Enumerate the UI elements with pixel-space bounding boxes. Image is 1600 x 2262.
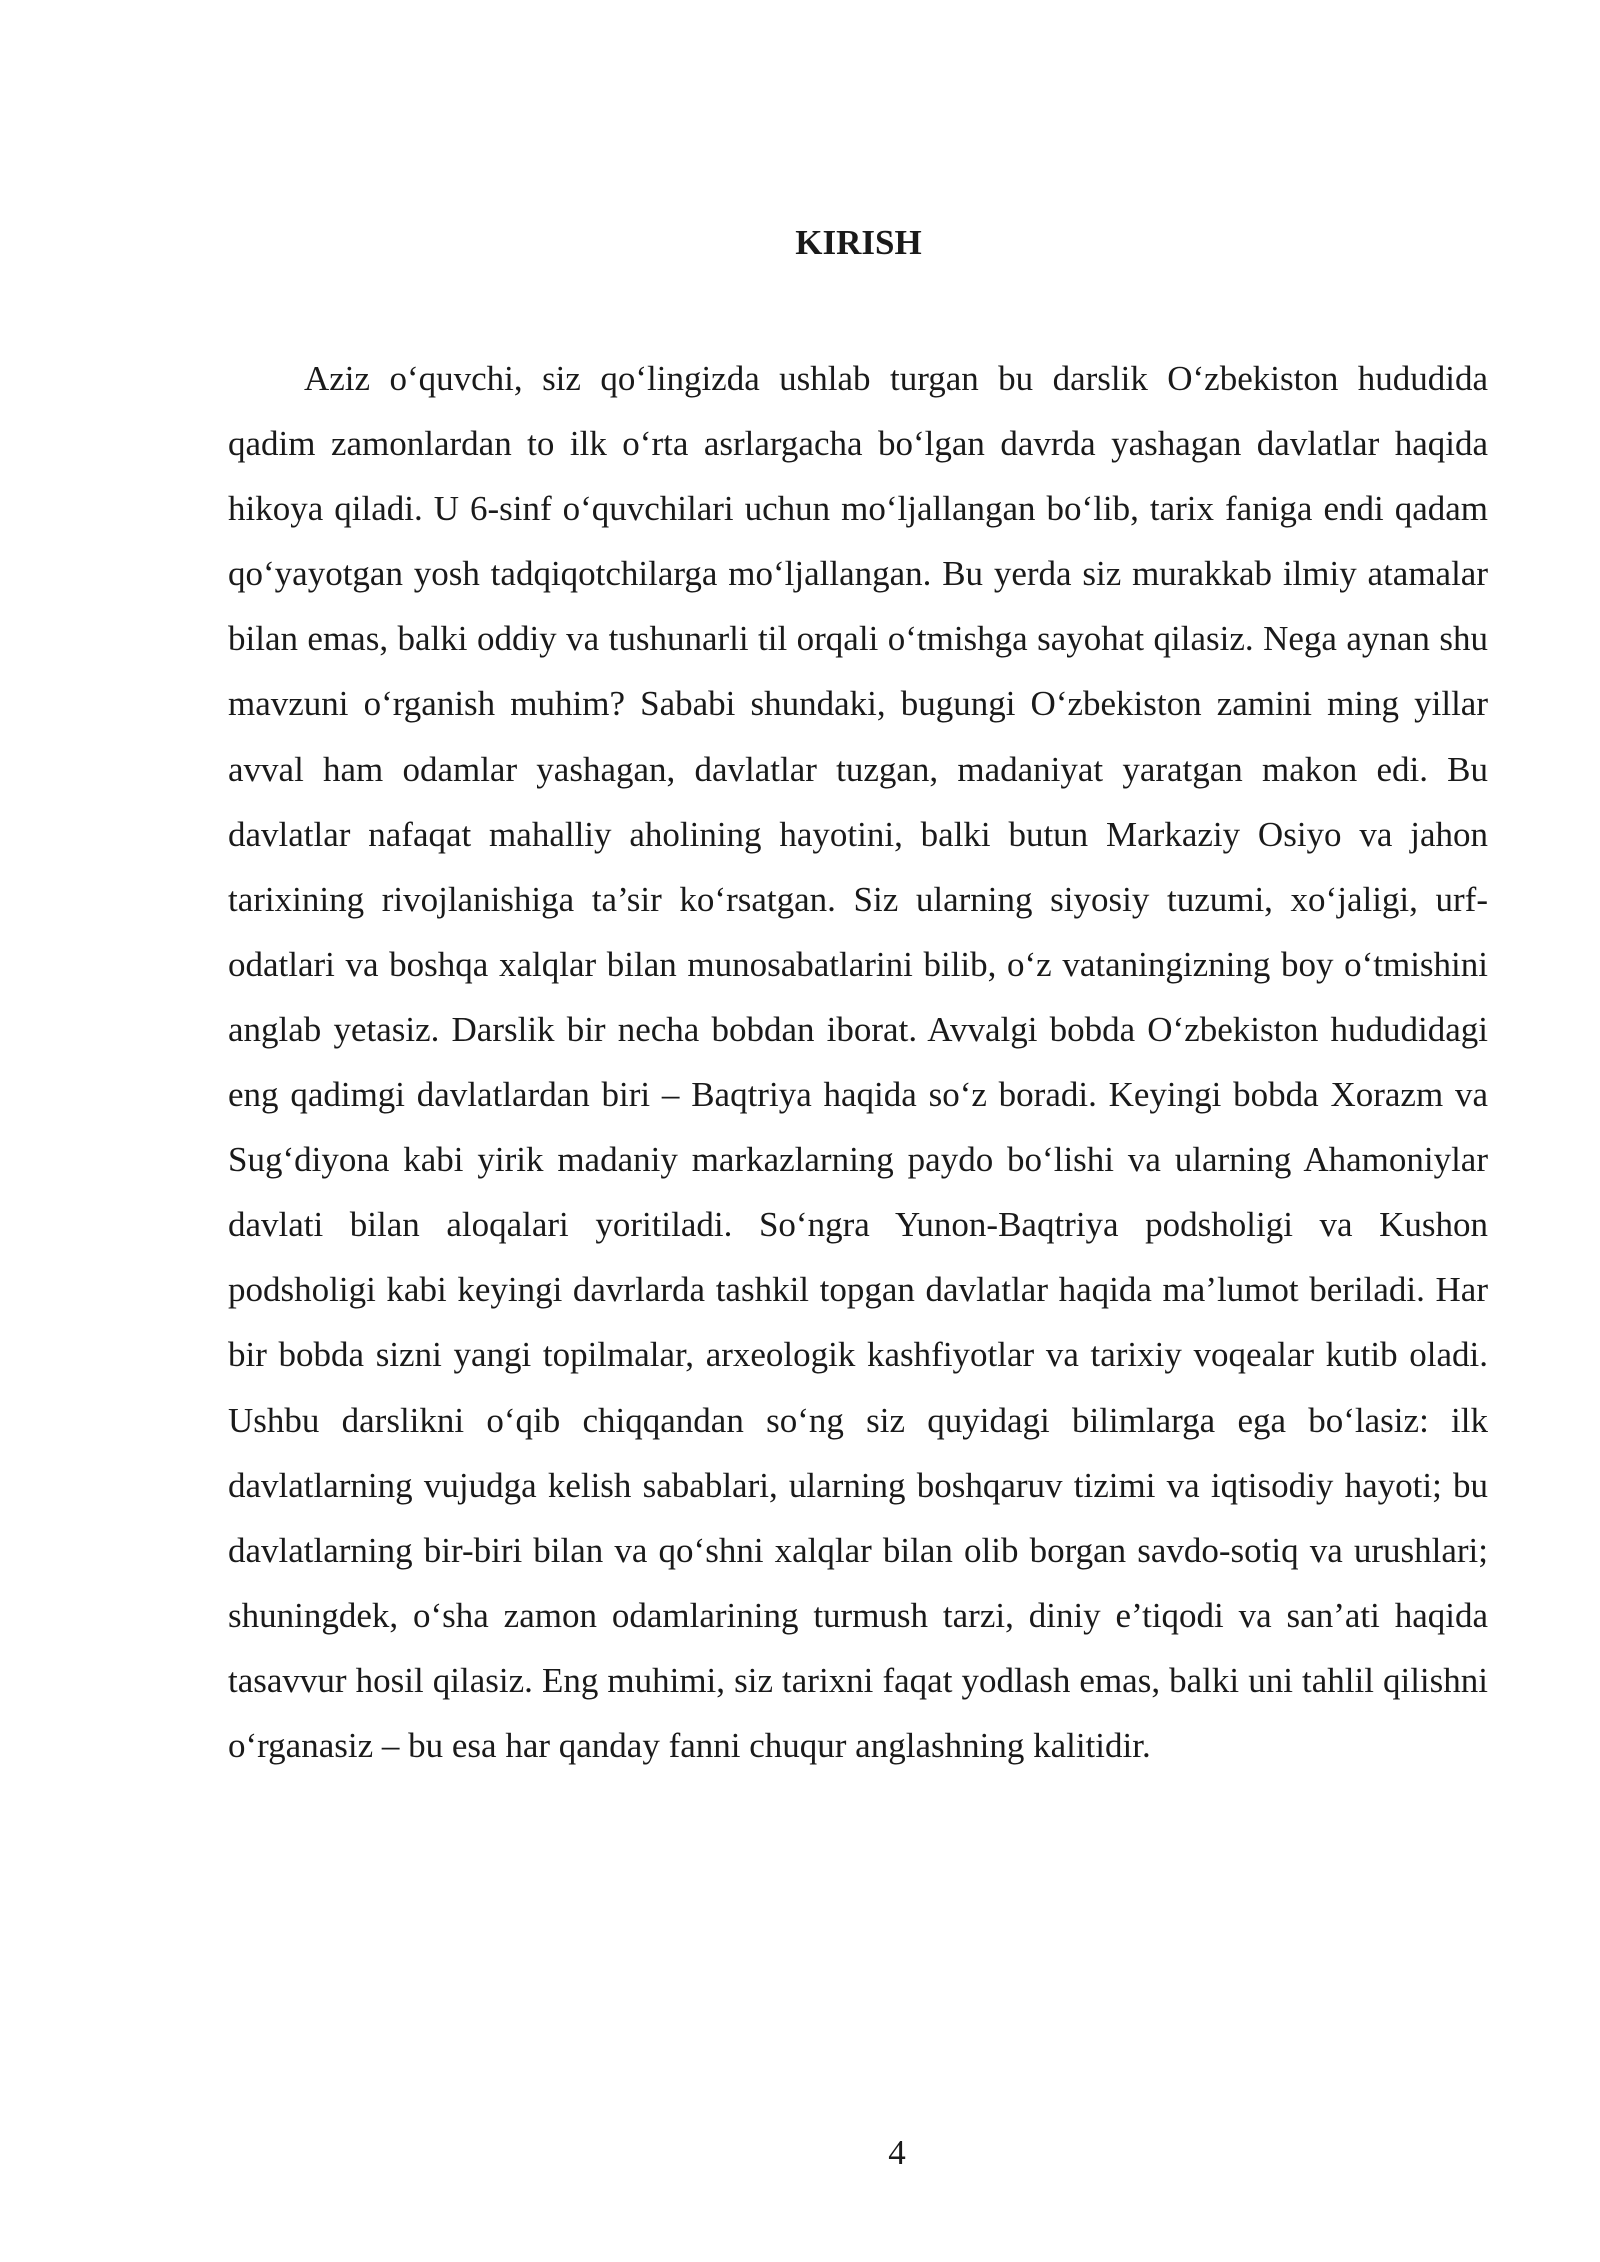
page-number: 4 bbox=[888, 2133, 906, 2172]
body-paragraph: Aziz o‘quvchi, siz qo‘lingizda ushlab turgan bu darslik O‘zbekiston hududida qadim zamonlardan to ilk o‘rta asrlargacha bo‘lgan davrda yashagan davlatlar haqida hikoya qiladi. U 6-sinf o‘quvchilari uchun mo‘ljallangan bo‘lib, tarix faniga endi qadam qo‘yayotgan yosh tadqiqotchilarga mo‘ljallangan. Bu yerda siz murakkab ilmiy atamalar bilan emas, balki oddiy va tushunarli til orqali o‘tmishga sayohat qilasiz. Nega aynan shu mavzuni o‘rganish muhim? Sababi shundaki, bugungi O‘zbekiston zamini ming yillar avval ham odamlar yashagan, davlatlar tuzgan, madaniyat yaratgan makon edi. Bu davlatlar nafaqat mahalliy aholining hayotini, balki butun Markaziy Osiyo va jahon tarixining rivojlanishiga ta’sir ko‘rsatgan. Siz ularning siyosiy tuzumi, xo‘jaligi, urf-odatlari va boshqa xalqlar bilan munosabatlarini bilib, o‘z vataningizning boy o‘tmishini anglab yetasiz. Darslik bir necha bobdan iborat. Avvalgi bobda O‘zbekiston hududidagi eng qadimgi davlatlardan biri – Baqtriya haqida so‘z boradi. Keyingi bobda Xorazm va Sug‘diyona kabi yirik madaniy markazlarning paydo bo‘lishi va ularning Ahamoniylar davlati bilan aloqalari yoritiladi. So‘ngra Yunon-Baqtriya podsholigi va Kushon podsholigi kabi keyingi davrlarda tashkil topgan davlatlar haqida ma’lumot beriladi. Har bir bobda sizni yangi topilmalar, arxeologik kashfiyotlar va tarixiy voqealar kutib oladi. Ushbu darslikni o‘qib chiqqandan so‘ng siz quyidagi bilimlarga ega bo‘lasiz: ilk davlatlarning vujudga kelish sabablari, ularning boshqaruv tizimi va iqtisodiy hayoti; bu davlatlarning bir-biri bilan va qo‘shni xalqlar bilan olib borgan savdo-sotiq va urushlari; shuningdek, o‘sha zamon odamlarining turmush tarzi, diniy e’tiqodi va san’ati haqida tasavvur hosil qilasiz. Eng muhimi, siz tarixni faqat yodlash emas, balki uni tahlil qilishni o‘rganasiz – bu esa har qanday fanni chuqur anglashning kalitidir. bbox=[228, 359, 1488, 1765]
page-title: KIRISH bbox=[795, 223, 922, 262]
